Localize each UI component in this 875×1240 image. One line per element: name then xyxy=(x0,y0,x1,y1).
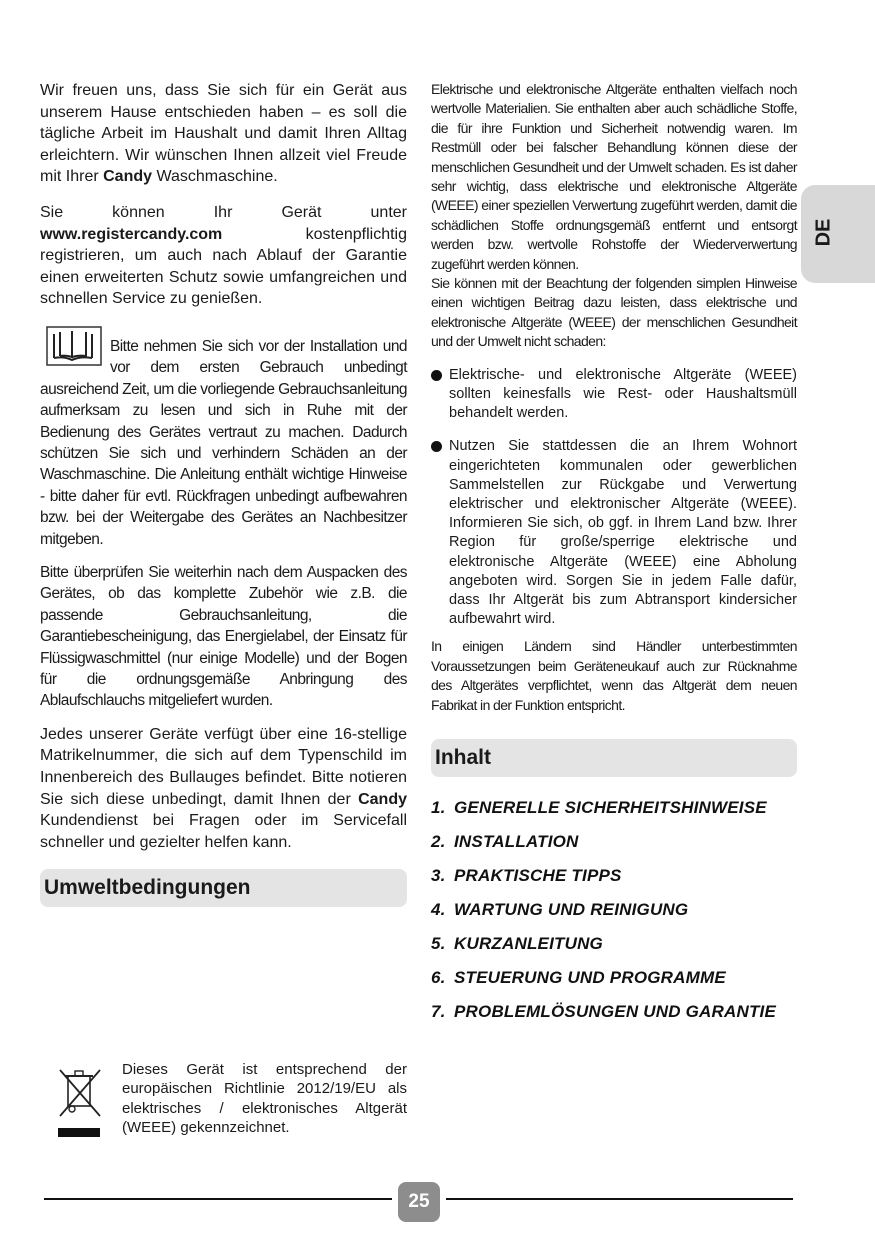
intro-paragraph: Wir freuen uns, dass Sie sich für ein Gerät aus unserem Hause entschieden haben – es soll die tägliche Arbeit im Haushalt und damit Ihren Alltag erleichtern. Wir wünschen Ihnen allzeit viel Freude mit Ihrer Candy Waschmaschine. xyxy=(40,82,407,186)
right-column xyxy=(431,80,797,1029)
brand-name: Candy xyxy=(103,168,153,186)
weee-notice xyxy=(40,1060,407,1137)
check-paragraph: Bitte überprüfen Sie weiterhin nach dem Auspacken des Gerätes, ob das komplette Zubehör wie z.B. die passende Gebrauchsanleitung, die Garantiebescheinigung, das Energielabel, der Einsatz für Flüssigwaschmittel (nur einige Modelle) und der Bogen für die ordnungsgemäße Anbringung des Ablaufschlauchs mitgeliefert wurden. xyxy=(40,564,407,710)
toc-item[interactable]: 7. PROBLEMLÖSUNGEN UND GARANTIE xyxy=(431,1001,776,1021)
bullet-item: Nutzen Sie stattdessen die an Ihrem Wohnort eingerichteten kommunalen oder gewerblichen Sammelstellen zur Rückgabe und Verwertung elektrischer und elektronischer Altgeräte (WEEE). Informieren Sie sich, ob ggf. in Ihrem Land bzw. Ihrer Region für große/sperrige elektrische und elektronische Altgeräte (WEEE) eine Abholung angeboten wird. Sorgen Sie in jedem Falle dafür, dass Ihr Altgerät bis zum Abtransport kindersicher aufbewahrt wird. xyxy=(431,437,797,629)
weee-hint-paragraph: Sie können mit der Beachtung der folgenden simplen Hinweise einen wichtigen Beitrag dazu leisten, dass elektrische und elektronische Altgeräte (WEEE) der menschlichen Gesundheit und der Umwelt nicht schaden: xyxy=(431,275,797,350)
toc-item[interactable]: 2. INSTALLATION xyxy=(431,831,579,851)
weee-text: Dieses Gerät ist entsprechend der europäischen Richtlinie 2012/19/EU als elektrisches / elektronisches Altgerät (WEEE) gekennzeichnet. xyxy=(122,1061,407,1136)
toc-item[interactable]: 1. GENERELLE SICHERHEITSHINWEISE xyxy=(431,797,767,817)
toc-item[interactable]: 6. STEUERUNG UND PROGRAMME xyxy=(431,967,726,987)
brand-name: Candy xyxy=(358,790,407,808)
toc-item[interactable]: 5. KURZANLEITUNG xyxy=(431,933,603,953)
footer-divider xyxy=(44,1198,392,1200)
bullet-icon xyxy=(431,370,442,381)
book-icon xyxy=(46,326,102,366)
footer-divider xyxy=(446,1198,793,1200)
register-link[interactable]: www.registercandy.com xyxy=(40,225,223,243)
table-of-contents xyxy=(431,791,797,1029)
language-label: DE xyxy=(812,218,835,247)
toc-item[interactable]: 3. PRAKTISCHE TIPPS xyxy=(431,865,622,885)
retailer-paragraph: In einigen Ländern sind Händler unterbestimmten Voraussetzungen beim Geräteneukauf auch zur Rücknahme des Altgerätes verpflichtet, wenn das Altgerät dem neuen Fabrikat in der Funktion entspricht. xyxy=(431,638,797,713)
language-tab xyxy=(801,185,875,283)
bullet-item: Elektrische- und elektronische Altgeräte (WEEE) sollten keinesfalls wie Rest- oder Haushaltsmüll behandelt werden. xyxy=(431,366,797,424)
register-paragraph: Sie können Ihr Gerät unter www.registercandy.com kostenpflichtig registrieren, um auch nach Ablauf der Garantie einen erweiterten Schutz sowie umfangreichen und schnellen Service zu genießen. xyxy=(40,203,407,308)
toc-item[interactable]: 4. WARTUNG UND REINIGUNG xyxy=(431,899,689,919)
serial-paragraph: Jedes unserer Geräte verfügt über eine 16-stellige Matrikelnummer, die sich auf dem Typenschild im Innenbereich des Bullauges befindet. Bitte notieren Sie sich diese unbedingt, damit Ihnen der Candy Kundendienst bei Fragen oder im Servicefall schneller und gezielter helfen kann. xyxy=(40,725,407,851)
manual-paragraph: Bitte nehmen Sie sich vor der Installation und vor dem ersten Gebrauch unbedingt ausreichend Zeit, um die vorliegende Gebrauchsanleitung aufmerksam zu lesen und sich in Ruhe mit der Bedienung des Gerätes vertraut zu machen. Dadurch schützen Sie sich und verhindern Schäden an der Waschmaschine. Die Anleitung enthält wichtige Hinweise - bitte daher für evtl. Rückfragen unbedingt aufbewahren bzw. bei der Weitergabe des Gerätes an Nachbesitzer mitgeben. xyxy=(40,336,407,550)
page-number: 25 xyxy=(398,1182,440,1222)
weee-info-paragraph: Elektrische und elektronische Altgeräte enthalten vielfach noch wertvolle Materialien. Sie enthalten aber auch schädliche Stoffe, die für ihre Funktion und Sicherheit notwendig waren. Im Restmüll oder bei falscher Behandlung können diese der menschlichen Gesundheit und der Umwelt schaden. Es ist daher sehr wichtig, dass elektrische und elektronische Altgeräte (WEEE) einer speziellen Verwertung zugeführt werden, damit die schädlichen Stoffe ordnungsgemäß entfernt und entsorgt werden bzw. wertvolle Rohstoffe der Wiederverwertung zugeführt werden können. xyxy=(431,81,797,272)
environment-heading: Umweltbedingungen xyxy=(40,869,407,907)
bullet-icon xyxy=(431,441,442,452)
contents-heading: Inhalt xyxy=(431,739,797,777)
crossed-bin-icon xyxy=(56,1066,104,1138)
left-column xyxy=(40,80,407,907)
